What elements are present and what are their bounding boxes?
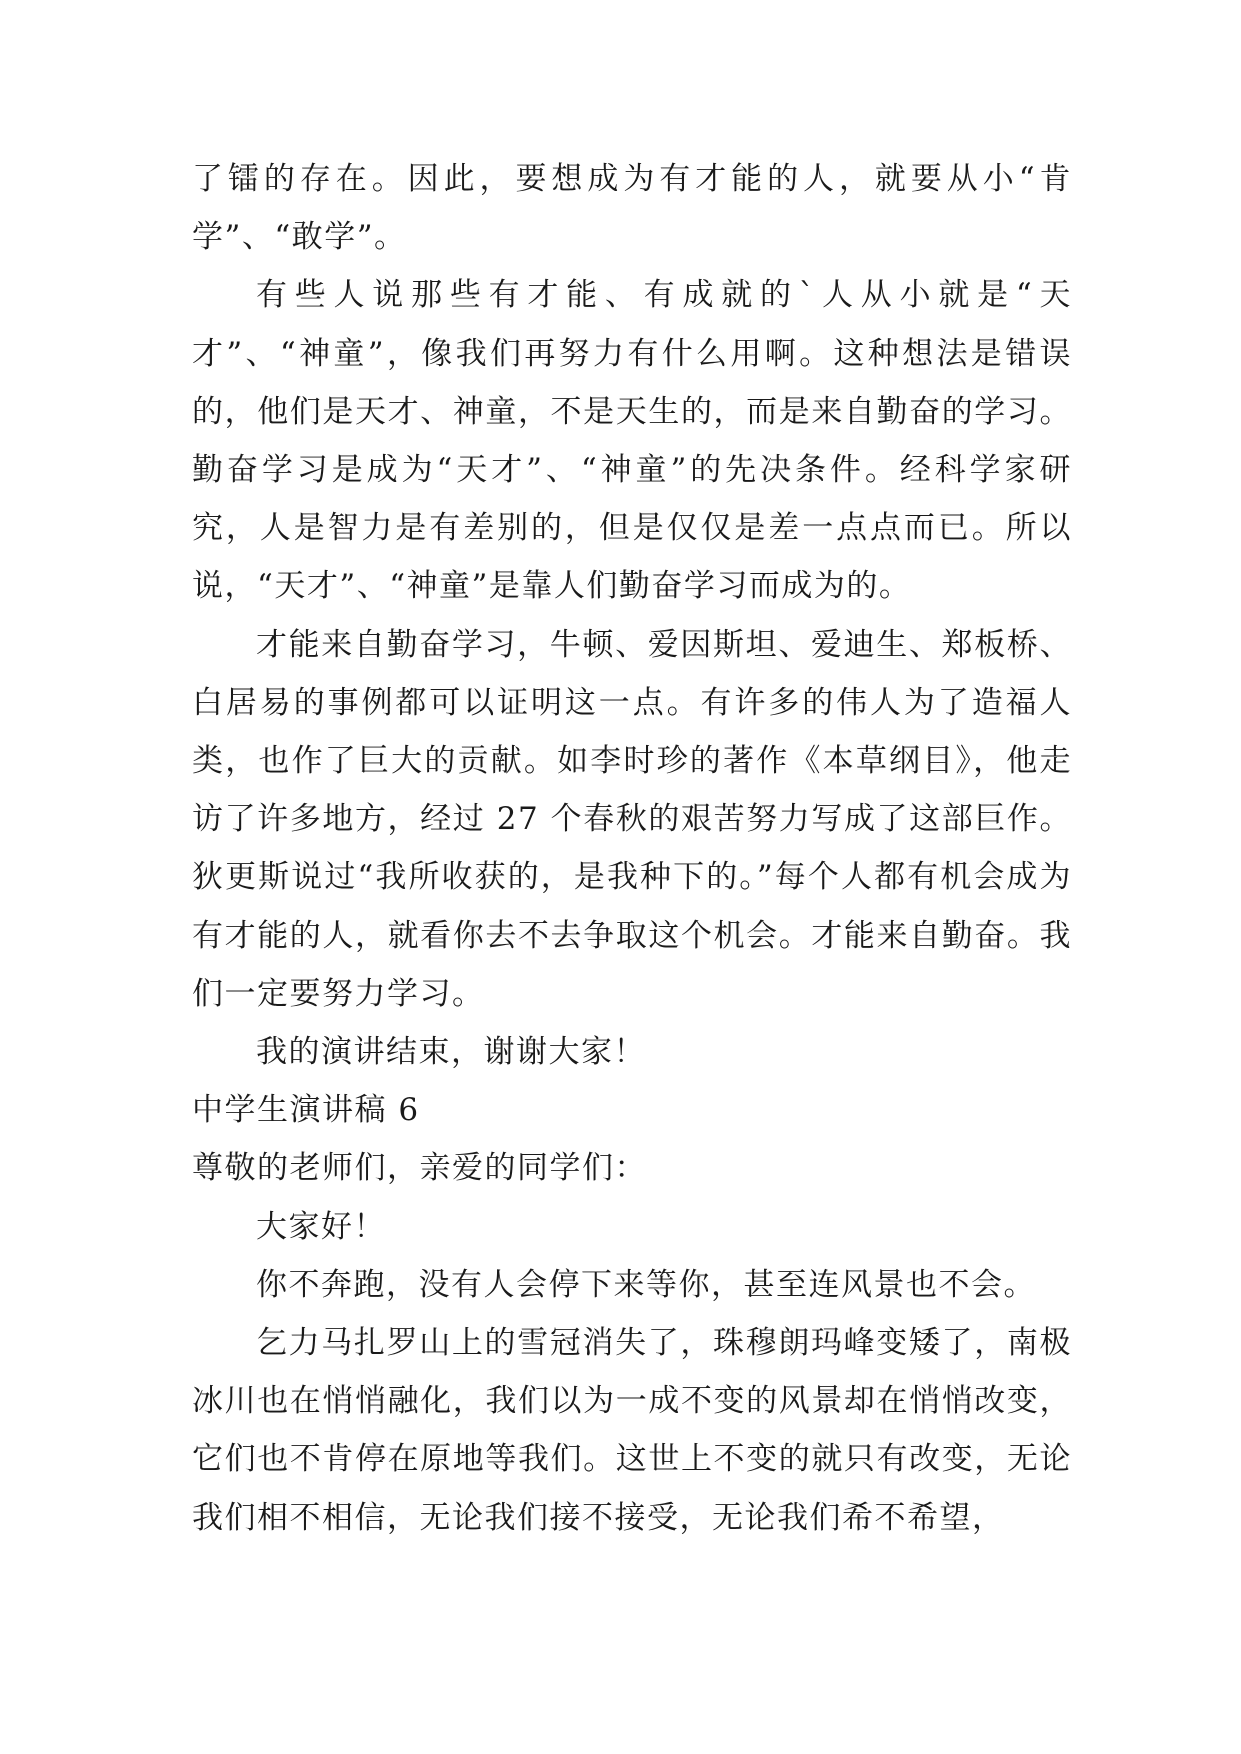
document-body [192,150,1072,1547]
paragraph-6: 你不奔跑，没有人会停下来等你，甚至连风景也不会。 [256,1266,1036,1303]
paragraph-2: 有些人说那些有才能、有成就的`人从小就是“天才”、“神童”，像我们再努力有什么用啊。这种想法是错误的，他们是天才、神童，不是天生的，而是来自勤奋的学习。勤奋学习是成为“天才”、“神童”的先决条件。经科学家研究，人是智力是有差别的，但是仅仅是差一点点而已。所以说，“天才”、“神童”是靠人们勤奋学习而成为的。 [192,277,1072,605]
paragraph-7: 乞力马扎罗山上的雪冠消失了，珠穆朗玛峰变矮了，南极冰川也在悄悄融化，我们以为一成不变的风景却在悄悄改变，它们也不肯停在原地等我们。这世上不变的就只有改变，无论我们相不相信，无论我们接不接受，无论我们希不希望， [192,1325,1072,1536]
salutation: 尊敬的老师们，亲爱的同学们： [192,1150,647,1187]
paragraph-3: 才能来自勤奋学习，牛顿、爱因斯坦、爱迪生、郑板桥、白居易的事例都可以证明这一点。有许多的伟人为了造福人类，也作了巨大的贡献。如李时珍的著作《本草纲目》，他走访了许多地方，经过 27 个春秋的艰苦努力写成了这部巨作。狄更斯说过“我所收获的，是我种下的。”每个人都有机会成为有才能的人，就看你去不去争取这个机会。才能来自勤奋。我们一定要努力学习。 [192,626,1072,1012]
paragraph-1: 了镭的存在。因此，要想成为有才能的人，就要从小“肯学”、“敢学”。 [192,161,1072,256]
section-title: 中学生演讲稿 6 [192,1092,420,1129]
paragraph-greeting: 大家好！ [256,1208,386,1245]
paragraph-closing: 我的演讲结束，谢谢大家！ [256,1034,646,1071]
